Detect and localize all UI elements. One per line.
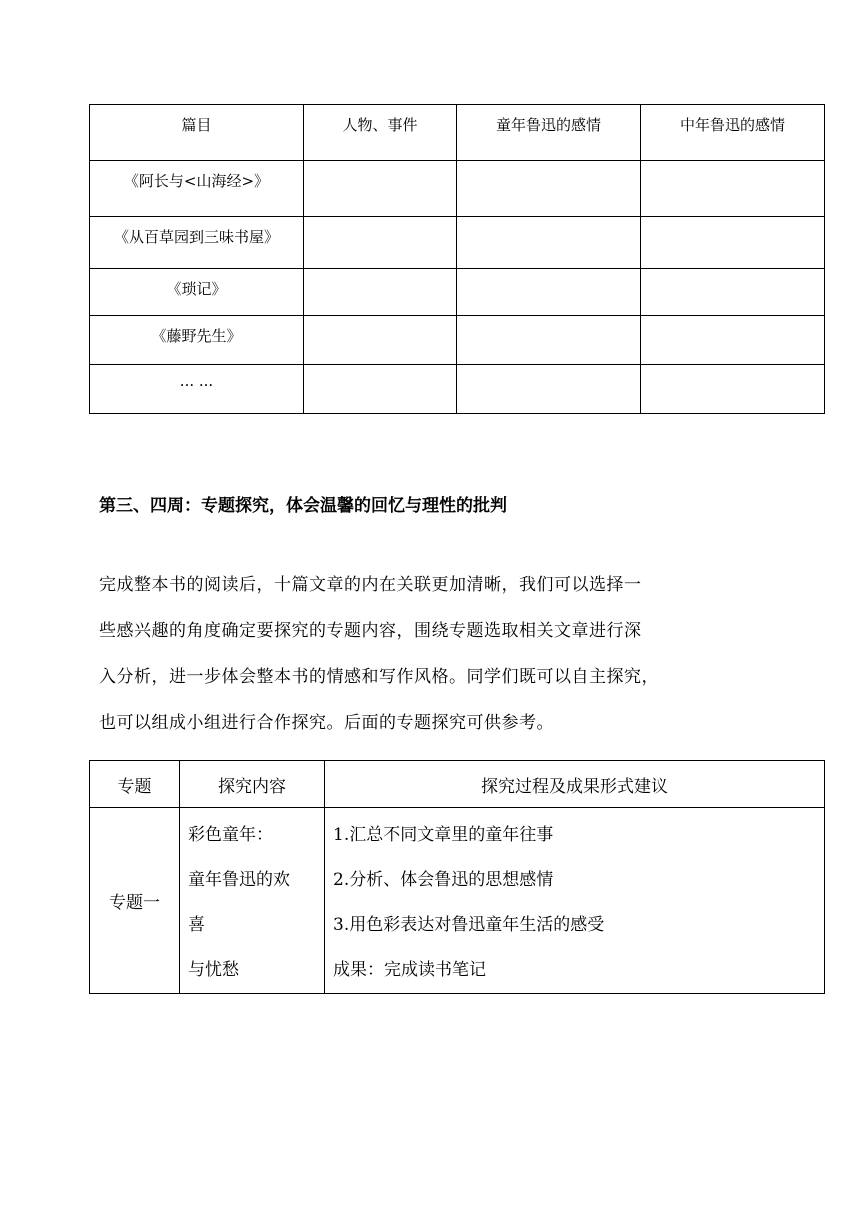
empty-cell xyxy=(641,365,825,414)
topic-process-cell xyxy=(325,808,825,994)
process-line: 3.用色彩表达对鲁迅童年生活的感受 xyxy=(333,915,605,935)
title-cell: 《琐记》 xyxy=(90,269,304,316)
title-cell: 《藤野先生》 xyxy=(90,316,304,365)
title-cell: 《阿长与<山海经>》 xyxy=(90,161,304,217)
process-line: 成果：完成读书笔记 xyxy=(333,960,486,980)
empty-cell xyxy=(304,316,457,365)
empty-cell xyxy=(304,365,457,414)
paragraph-line: 入分析，进一步体会整本书的情感和写作风格。同学们既可以自主探究， xyxy=(99,667,659,687)
header-cell: 专题 xyxy=(90,761,180,808)
reading-table xyxy=(89,104,825,414)
paragraph-line: 完成整本书的阅读后，十篇文章的内在关联更加清晰，我们可以选择一 xyxy=(99,575,642,595)
content-line: 喜 xyxy=(188,915,205,935)
empty-cell xyxy=(457,269,641,316)
empty-cell xyxy=(457,217,641,269)
process-line: 1.汇总不同文章里的童年往事 xyxy=(333,825,554,845)
paragraph-line: 些感兴趣的角度确定要探究的专题内容，围绕专题选取相关文章进行深 xyxy=(99,621,642,641)
paragraph-line: 也可以组成小组进行合作探究。后面的专题探究可供参考。 xyxy=(99,713,554,733)
table-row xyxy=(90,217,825,269)
process-line: 2.分析、体会鲁迅的思想感情 xyxy=(333,870,554,890)
header-cell: 中年鲁迅的感情 xyxy=(641,105,825,161)
intro-paragraph xyxy=(99,562,779,746)
empty-cell xyxy=(304,217,457,269)
topic-content-cell xyxy=(180,808,325,994)
empty-cell xyxy=(457,316,641,365)
title-cell: 《从百草园到三味书屋》 xyxy=(90,217,304,269)
header-cell: 篇目 xyxy=(90,105,304,161)
table-header-row xyxy=(90,761,825,808)
header-cell: 童年鲁迅的感情 xyxy=(457,105,641,161)
section-heading: 第三、四周：专题探究，体会温馨的回忆与理性的批判 xyxy=(99,496,507,516)
title-cell: ··· ··· xyxy=(90,365,304,414)
empty-cell xyxy=(457,365,641,414)
table-row xyxy=(90,161,825,217)
header-cell: 人物、事件 xyxy=(304,105,457,161)
empty-cell xyxy=(641,161,825,217)
table-row xyxy=(90,269,825,316)
empty-cell xyxy=(641,316,825,365)
table-header-row xyxy=(90,105,825,161)
empty-cell xyxy=(304,269,457,316)
empty-cell xyxy=(641,217,825,269)
content-line: 与忧愁 xyxy=(188,960,239,980)
topic-table xyxy=(89,760,825,994)
empty-cell xyxy=(457,161,641,217)
empty-cell xyxy=(304,161,457,217)
topic-name-cell: 专题一 xyxy=(90,808,180,994)
empty-cell xyxy=(641,269,825,316)
table-row xyxy=(90,316,825,365)
content-line: 童年鲁迅的欢 xyxy=(188,870,290,890)
header-cell: 探究内容 xyxy=(180,761,325,808)
header-cell: 探究过程及成果形式建议 xyxy=(325,761,825,808)
content-line: 彩色童年： xyxy=(188,825,273,845)
table-row xyxy=(90,365,825,414)
table-row xyxy=(90,808,825,994)
